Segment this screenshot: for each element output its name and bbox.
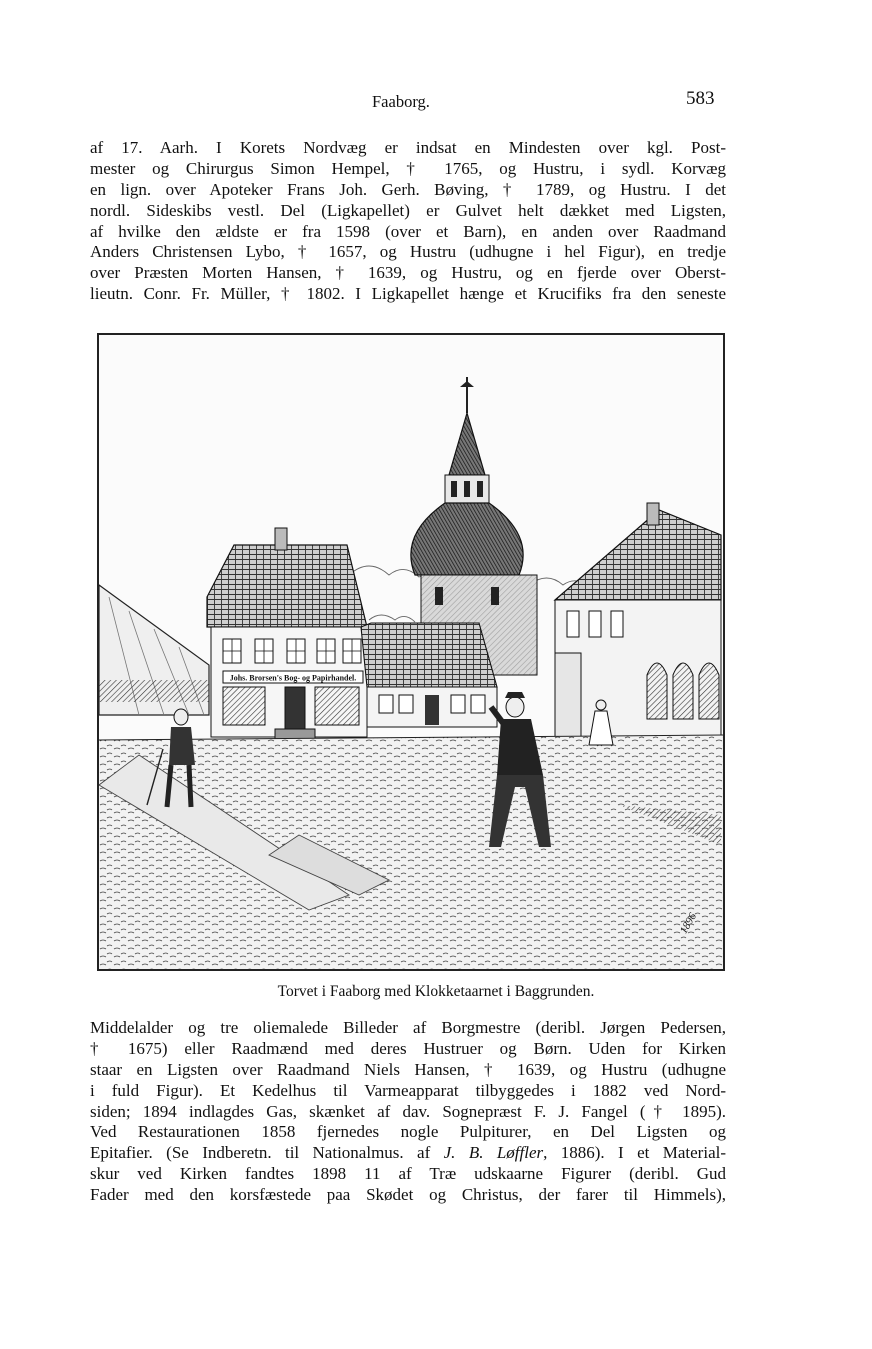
artist-signature: 1896 <box>677 910 700 937</box>
paragraph-bottom <box>90 1018 726 1206</box>
text-line: Anders Christensen Lybo, † 1657, og Hustru (udhugne i hel Figur), en tredje <box>90 242 726 262</box>
page-number: 583 <box>686 88 715 109</box>
text-line: Fader med den korsfæstede paa Skødet og Christus, der farer til Himmels), <box>90 1185 726 1205</box>
text-line: lieutn. Conr. Fr. Müller, † 1802. I Ligkapellet hænge et Krucifiks fra den seneste <box>90 284 726 304</box>
text-line: af hvilke den ældste er fra 1598 (over et Barn), en anden over Raadmand <box>90 221 726 241</box>
figure-caption: Torvet i Faaborg med Klokketaarnet i Baggrunden. <box>277 983 595 1000</box>
illustration-frame <box>97 333 725 971</box>
text-line: staar en Ligsten over Raadmand Niels Hansen, † 1639, og Hustru (udhugne <box>90 1059 726 1079</box>
text-line: i fuld Figur). Et Kedelhus til Varmeapparat tilbyggedes i 1882 ved Nord- <box>90 1080 726 1100</box>
text-line: en lign. over Apoteker Frans Joh. Gerh. Bøving, † 1789, og Hustru. I det <box>90 179 726 199</box>
low-building <box>361 623 497 727</box>
text-line-with-author <box>90 1143 726 1164</box>
text-line: Ved Restaurationen 1858 fjernedes nogle Pulpiturer, en Del Ligsten og <box>90 1122 726 1142</box>
text-line: over Præsten Morten Hansen, † 1639, og Hustru, og en fjerde over Oberst- <box>90 263 726 283</box>
shop-sign: Johs. Brorsen's Bog- og Papirhandel. <box>229 673 357 683</box>
square-ground <box>99 735 723 969</box>
bookshop-building <box>207 528 367 739</box>
text-line: af 17. Aarh. I Korets Nordvæg er indsat en Mindesten over kgl. Post- <box>90 138 726 157</box>
text-line: skur ved Kirken fandtes 1898 11 af Træ udskaarne Figurer (deribl. Gud <box>90 1164 726 1184</box>
paragraph-top <box>90 138 726 305</box>
page-header <box>0 86 872 116</box>
running-title: Faaborg. <box>372 92 430 111</box>
text-line: mester og Chirurgus Simon Hempel, † 1765, og Hustru, i sydl. Korvæg <box>90 158 726 178</box>
text-line: Middelalder og tre oliemalede Billeder af Borgmestre (deribl. Jørgen Pedersen, <box>90 1018 726 1037</box>
author-name: J. B. Løffler <box>443 1143 544 1163</box>
text-line: nordl. Sideskibs vestl. Del (Ligkapellet) er Gulvet helt dækket med Ligsten, <box>90 200 726 220</box>
text-line: siden; 1894 indlagdes Gas, skænket af dav. Sognepræst F. J. Fangel († 1895). <box>90 1101 726 1121</box>
town-square-illustration <box>99 335 723 969</box>
text-segment: Epitafier. (Se Indberetn. til Nationalmus. af <box>90 1143 444 1163</box>
text-segment: , 1886). I et Material- <box>543 1143 726 1163</box>
text-line: † 1675) eller Raadmænd med deres Hustruer og Børn. Uden for Kirken <box>90 1038 726 1058</box>
